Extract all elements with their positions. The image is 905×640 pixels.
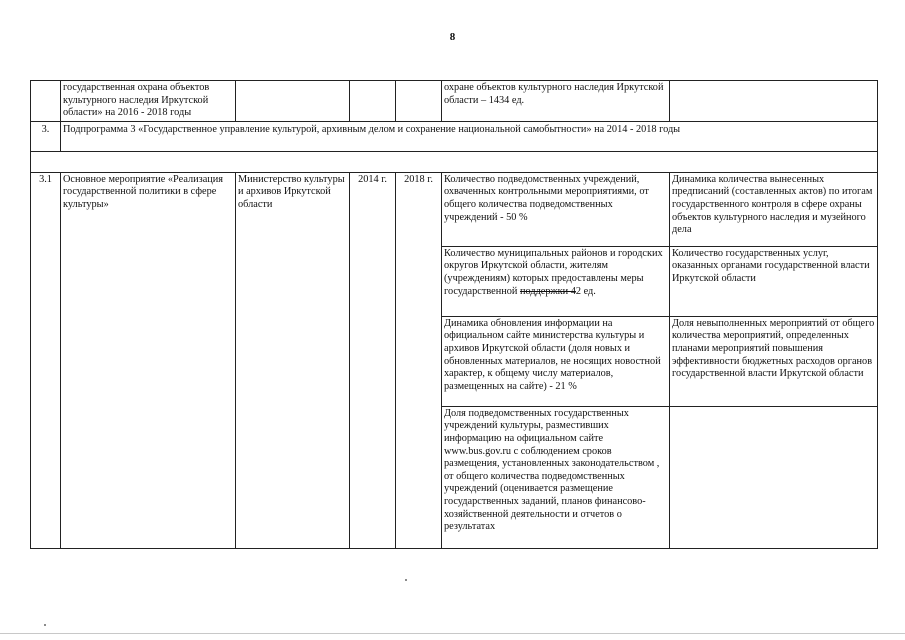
page-number: 8 <box>449 31 456 43</box>
measure-executor: Министерство культуры и архивов Иркутской области <box>236 172 350 548</box>
indicator-cell: Доля подведомственных государственных учреждений культуры, разместивших информацию на официальном сайте www.bus.gov.ru с соблюдением сроков размещения, установленных законодательством , от общего количества подведомственных учреждений (оценивается размещение государственных заданий, планов финансово-хозяйственной деятельности и отчетов о результатах <box>442 406 670 548</box>
indicator-cell: Динамика обновления информации на официальном сайте министерства культуры и архивов Иркутской области (доля новых и обновленных материалов, не носящих новостной характер, к общему числу материалов, размещенных на сайте) - 21 % <box>442 316 670 406</box>
measure-end-year: 2018 г. <box>396 172 442 548</box>
end-year-cell <box>396 81 442 122</box>
indicator-cell: охране объектов культурного наследия Иркутской области – 1434 ед. <box>442 81 670 122</box>
result-cell <box>670 406 878 548</box>
indicator-cell <box>442 246 670 316</box>
scan-speck <box>405 579 407 581</box>
measure-name: Основное мероприятие «Реализация государственной политики в сфере культуры» <box>61 172 236 548</box>
measure-start-year: 2014 г. <box>350 172 396 548</box>
result-cell: Количество государственных услуг, оказанных органами государственной власти Иркутской области <box>670 246 878 316</box>
row-number-cell <box>31 81 61 122</box>
executor-cell <box>236 81 350 122</box>
scan-speck <box>44 624 46 626</box>
result-cell: Доля невыполненных мероприятий от общего количества мероприятий, определенных планами мероприятий повышения эффективности бюджетных расходов органов государственной власти Иркутской области <box>670 316 878 406</box>
measure-name-cell: государственная охрана объектов культурного наследия Иркутской области» на 2016 - 2018 годы <box>61 81 236 122</box>
section-row <box>31 121 878 151</box>
result-cell: Динамика количества вынесенных предписаний (составленных актов) по итогам государственного контроля в сфере охраны объектов культурного наследия и музейного дела <box>670 172 878 246</box>
result-cell <box>670 81 878 122</box>
struck-text: поддержки 4 <box>519 285 576 297</box>
measure-number: 3.1 <box>31 172 61 548</box>
spacer-row <box>31 151 878 172</box>
continuation-row <box>31 81 878 122</box>
page-edge <box>0 633 905 634</box>
section-title: Подпрограмма 3 «Государственное управление культурой, архивным делом и сохранение национальной самобытности» на 2014 - 2018 годы <box>61 121 878 151</box>
indicator-cell: Количество подведомственных учреждений, охваченных контрольными мероприятиями, от общего количества подведомственных учреждений - 50 % <box>442 172 670 246</box>
section-number: 3. <box>31 121 61 151</box>
spacer-cell <box>31 151 878 172</box>
start-year-cell <box>350 81 396 122</box>
indicator-text: Количество муниципальных районов и городских округов Иркутской области, жителям (учреждениям) которых предоставлены меры государственной <box>444 247 663 297</box>
measure-row <box>31 172 878 246</box>
indicator-text-tail: 2 ед. <box>575 285 596 297</box>
program-table <box>30 80 878 549</box>
